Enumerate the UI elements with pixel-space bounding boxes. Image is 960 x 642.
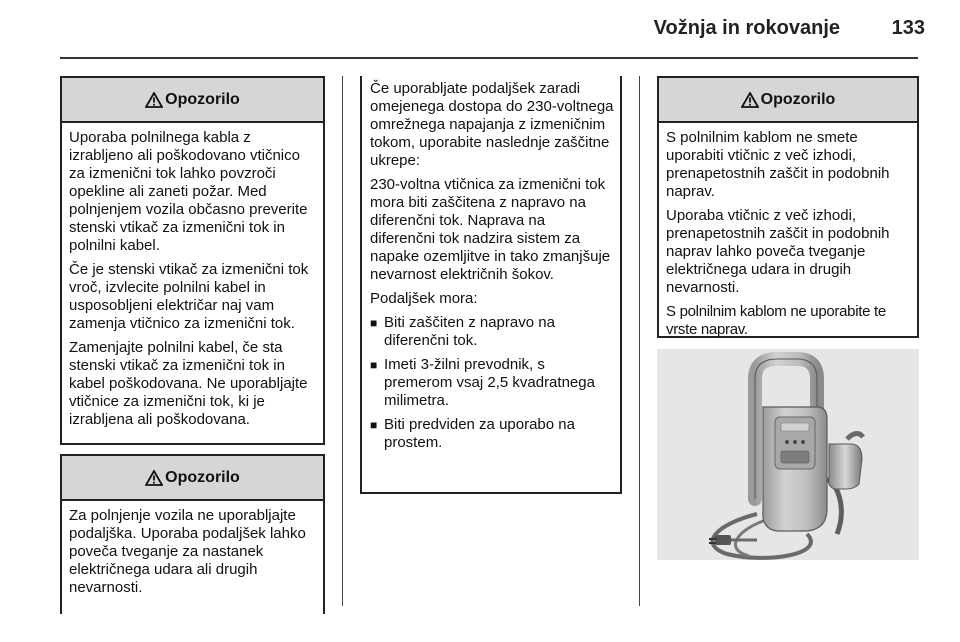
warning-header — [62, 78, 323, 123]
warning-paragraph: Uporaba polnilnega kabla z izrabljeno ali poškodovano vtičnico za izmenični tok lahko povzroči opekline ali zaneti požar. Med polnjenjem vozila občasno preverite stenski vtikač za izmenični tok in polnilni kabel. — [69, 129, 308, 254]
warning-box-multi-outlet — [657, 76, 919, 338]
charging-unit-illustration — [657, 349, 919, 560]
page-header-title: Vožnja in rokovanje — [653, 17, 840, 39]
warning-triangle-icon — [145, 92, 163, 108]
bullet-text: Imeti 3-žilni prevodnik, s premerom vsaj 2,5 kvadratnega milimetra. — [384, 356, 595, 409]
warning-paragraph: Zamenjajte polnilni kabel, če sta stenski vtikač za izmenični tok in kabel poškodovana. Ne uporabljajte vtičnice za izmenični tok, ki je izrabljena ali poškodovana. — [69, 339, 308, 428]
column-rule-right — [639, 76, 640, 606]
warning-paragraph: S polnilnim kablom ne smete uporabiti vtičnic z več izhodi, prenapetostnih zaščit in podobnih naprav. — [666, 129, 890, 200]
column-rule-left — [342, 76, 343, 606]
warning-triangle-icon — [145, 470, 163, 486]
bullet-item — [370, 356, 614, 410]
header-rule — [60, 57, 918, 59]
body-paragraph: Če uporabljate podaljšek zaradi omejenega dostopa do 230-voltnega omrežnega napajanja z izmeničnim tokom, uporabite naslednje zaščitne ukrepe: — [370, 80, 614, 169]
body-paragraph: 230-voltna vtičnica za izmenični tok mora biti zaščitena z napravo na diferenčni tok. Naprava na diferenčni tok nadzira sistem za napake ozemljitve in tako zmanjšuje nevarnost električnih šokov. — [370, 176, 611, 283]
warning-title: Opozorilo — [760, 90, 836, 108]
bullet-mark: ■ — [370, 358, 378, 372]
warning-paragraph: Za polnjenje vozila ne uporabljajte podaljška. Uporaba podaljšek lahko poveča tveganje za nastanek električnega udara ali drugih nevarnosti. — [69, 507, 306, 596]
bullet-item — [370, 416, 614, 452]
warning-box-cable-damage — [60, 76, 325, 445]
bullet-text: Biti predviden za uporabo na prostem. — [384, 416, 575, 451]
warning-triangle-icon — [741, 92, 759, 108]
warning-paragraph: Uporaba vtičnic z več izhodi, prenapetostnih zaščit in podobnih naprav lahko poveča tveganje električnega udara in drugih nevarnosti. — [666, 207, 890, 296]
page-number: 133 — [891, 17, 925, 39]
bullet-text: Biti zaščiten z napravo na diferenčni tok. — [384, 314, 555, 349]
warning-title: Opozorilo — [165, 90, 240, 108]
bullet-item — [370, 314, 614, 350]
body-paragraph: Podaljšek mora: — [370, 290, 478, 307]
bullet-mark: ■ — [370, 316, 378, 330]
warning-header — [659, 78, 917, 123]
warning-header — [62, 456, 323, 501]
warning-box-extension-cord — [60, 454, 325, 614]
warning-title: Opozorilo — [165, 468, 240, 486]
warning-paragraph: S polnilnim kablom ne uporabite te vrste naprav. — [666, 303, 886, 338]
bullet-mark: ■ — [370, 418, 378, 432]
charging-cable-image — [657, 349, 919, 560]
warning-paragraph: Če je stenski vtikač za izmenični tok vroč, izvlecite polnilni kabel in usposobljeni električar naj vam zamenja vtičnico za izmenični tok. — [69, 261, 309, 332]
extension-cord-instructions — [360, 76, 622, 494]
